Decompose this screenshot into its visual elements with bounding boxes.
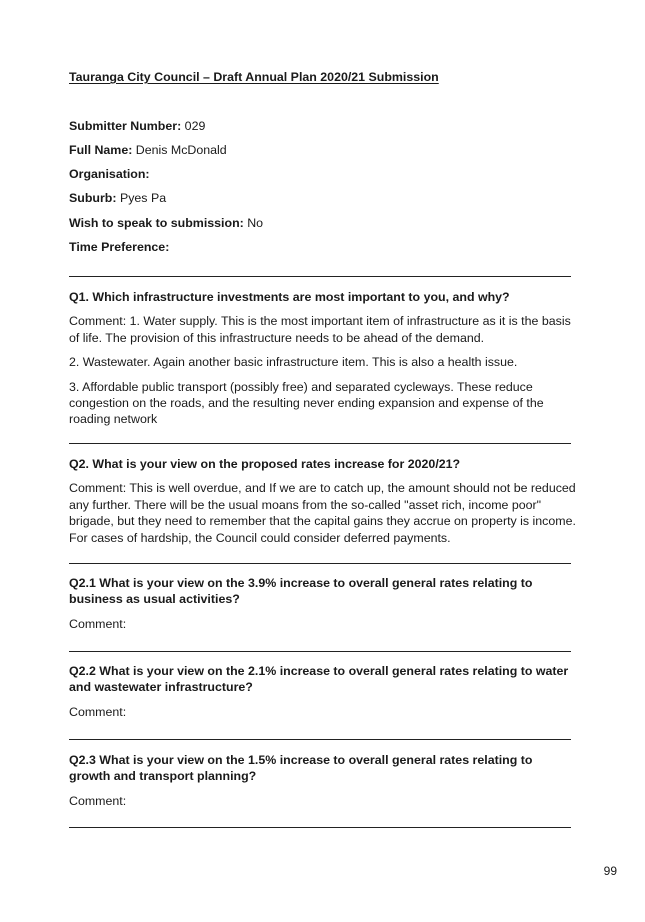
- comment-paragraph: Comment: 1. Water supply. This is the most important item of infrastructure as it is the basis of life. The provision of this infrastructure needs to be ahead of the demand.: [69, 314, 571, 345]
- question-text: Q2. What is your view on the proposed rates increase for 2020/21?: [69, 457, 461, 471]
- page-title: Tauranga City Council – Draft Annual Plan 2020/21 Submission: [69, 70, 439, 84]
- question-block-q2: [69, 456, 577, 554]
- time-preference-label: Time Preference:: [69, 240, 170, 254]
- question-block-q2-3: [69, 752, 577, 817]
- section-divider: [69, 443, 571, 444]
- submitter-number-label: Submitter Number:: [69, 119, 182, 133]
- question-text: Q1. Which infrastructure investments are most important to you, and why?: [69, 290, 510, 304]
- question-block-q2-1: [69, 575, 577, 640]
- wish-to-speak-field: [69, 215, 263, 231]
- suburb-field: [69, 190, 166, 206]
- question-block-q1: [69, 289, 577, 436]
- comment-paragraph: Comment:: [69, 793, 127, 808]
- section-divider: [69, 739, 571, 740]
- question-block-q2-2: [69, 663, 577, 728]
- submitter-number-value: 029: [184, 119, 206, 133]
- time-preference-field: [69, 239, 169, 255]
- question-text: Q2.2 What is your view on the 2.1% increase to overall general rates relating to water and wastewater infrastructure?: [69, 664, 569, 695]
- comment-paragraph: Comment:: [69, 704, 127, 719]
- question-text: Q2.1 What is your view on the 3.9% increase to overall general rates relating to business as usual activities?: [69, 576, 533, 607]
- section-divider: [69, 563, 571, 564]
- suburb-value: Pyes Pa: [119, 191, 167, 205]
- section-divider: [69, 651, 571, 652]
- section-divider: [69, 276, 571, 277]
- full-name-label: Full Name:: [69, 143, 133, 157]
- wish-to-speak-label: Wish to speak to submission:: [69, 216, 244, 230]
- suburb-label: Suburb:: [69, 191, 117, 205]
- comment-paragraph: 3. Affordable public transport (possibly free) and separated cycleways. These reduce congestion on the roads, and the resulting never ending expansion and expense of the roading network: [69, 379, 544, 427]
- organisation-field: [69, 166, 150, 182]
- section-divider: [69, 827, 571, 828]
- full-name-field: [69, 142, 227, 158]
- full-name-value: Denis McDonald: [135, 143, 227, 157]
- wish-to-speak-value: No: [247, 216, 264, 230]
- page-number: 99: [603, 864, 617, 878]
- comment-paragraph: Comment:: [69, 616, 127, 631]
- question-text: Q2.3 What is your view on the 1.5% increase to overall general rates relating to growth and transport planning?: [69, 753, 533, 784]
- submitter-number-field: [69, 118, 205, 134]
- comment-paragraph: Comment: This is well overdue, and If we are to catch up, the amount should not be reduced any further. There will be the usual moans from the so-called "asset rich, income poor" brigade, but they need to remember that the capital gains they accrue on property is income. For cases of hardship, the Council could consider deferred payments.: [69, 481, 576, 545]
- organisation-label: Organisation:: [69, 167, 150, 181]
- comment-paragraph: 2. Wastewater. Again another basic infrastructure item. This is also a health issue.: [69, 355, 518, 370]
